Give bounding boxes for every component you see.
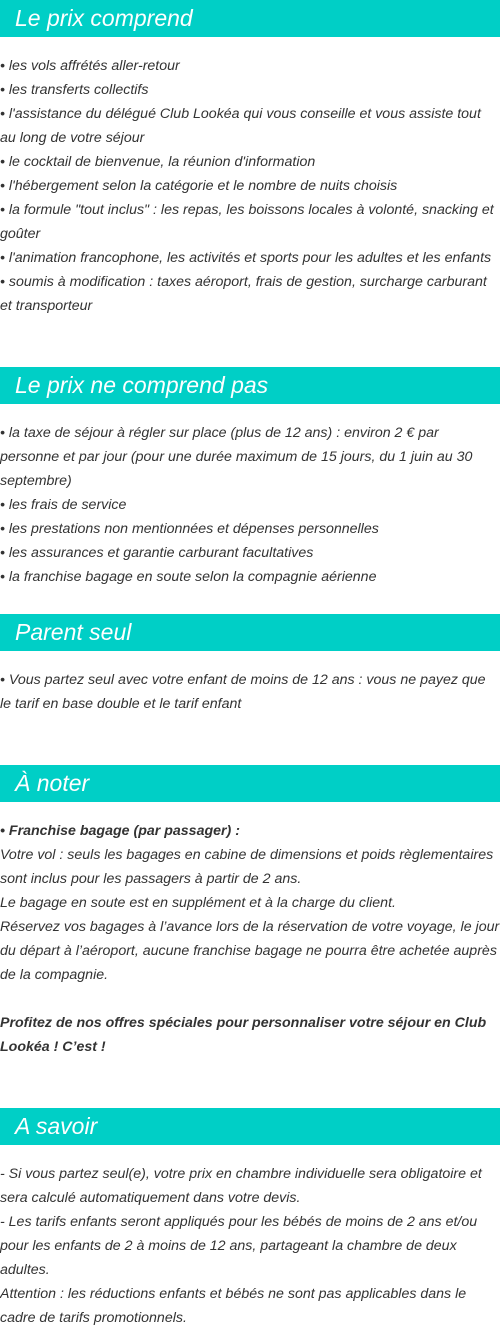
subheading: • Franchise bagage (par passager) :	[0, 823, 240, 839]
list-item: • les frais de service	[0, 497, 127, 513]
section-title: À noter	[0, 765, 500, 802]
list-item: • les transferts collectifs	[0, 82, 149, 98]
paragraph: - Les tarifs enfants seront appliqués pour les bébés de moins de 2 ans et/ou pour les enfants de 2 à moins de 12 ans, partageant la chambre de deux adultes.	[0, 1214, 478, 1278]
section-content	[0, 668, 500, 716]
promo-text: Profitez de nos offres spéciales pour personnaliser votre séjour en Club Lookéa ! C’est !	[0, 1015, 487, 1055]
list-item: • l'animation francophone, les activités et sports pour les adultes et les enfants	[0, 250, 492, 266]
section-title: A savoir	[0, 1108, 500, 1145]
paragraph: Réservez vos bagages à l’avance lors de la réservation de votre voyage, le jour du départ à l’aéroport, aucune franchise bagage ne pourra être achetée auprès de la compagnie.	[0, 919, 500, 983]
list-item: • la formule "tout inclus" : les repas, les boissons locales à volonté, snacking et goûter	[0, 202, 494, 242]
section-parent-seul	[0, 614, 500, 716]
section-content	[0, 421, 500, 589]
section-a-savoir	[0, 1108, 500, 1330]
section-a-noter	[0, 765, 500, 1059]
list-item: • les prestations non mentionnées et dépenses personnelles	[0, 521, 379, 537]
section-content	[0, 54, 500, 318]
paragraph: Le bagage en soute est en supplément et à la charge du client.	[0, 895, 396, 911]
section-title: Le prix comprend	[0, 0, 500, 37]
section-title: Le prix ne comprend pas	[0, 367, 500, 404]
paragraph: - Si vous partez seul(e), votre prix en chambre individuelle sera obligatoire et sera calculé automatiquement dans votre devis.	[0, 1166, 482, 1206]
list-item: • soumis à modification : taxes aéroport, frais de gestion, surcharge carburant et transporteur	[0, 274, 487, 314]
paragraph: Votre vol : seuls les bagages en cabine de dimensions et poids règlementaires sont inclus pour les passagers à partir de 2 ans.	[0, 847, 494, 887]
list-item: • le cocktail de bienvenue, la réunion d'information	[0, 154, 316, 170]
spacer	[0, 987, 500, 1011]
list-item: • l'hébergement selon la catégorie et le nombre de nuits choisis	[0, 178, 398, 194]
paragraph: Attention : les réductions enfants et bébés ne sont pas applicables dans le cadre de tarifs promotionnels.	[0, 1286, 467, 1326]
section-title: Parent seul	[0, 614, 500, 651]
list-item: • Vous partez seul avec votre enfant de moins de 12 ans : vous ne payez que le tarif en base double et le tarif enfant	[0, 672, 486, 712]
list-item: • la taxe de séjour à régler sur place (plus de 12 ans) : environ 2 € par personne et par jour (pour une durée maximum de 15 jours, du 1 juin au 30 septembre)	[0, 425, 473, 489]
list-item: • la franchise bagage en soute selon la compagnie aérienne	[0, 569, 377, 585]
list-item: • les vols affrétés aller-retour	[0, 58, 180, 74]
list-item: • l'assistance du délégué Club Lookéa qui vous conseille et vous assiste tout au long de votre séjour	[0, 106, 481, 146]
section-prix-ne-comprend-pas	[0, 367, 500, 589]
list-item: • les assurances et garantie carburant facultatives	[0, 545, 314, 561]
section-prix-comprend	[0, 0, 500, 318]
section-content	[0, 819, 500, 1059]
